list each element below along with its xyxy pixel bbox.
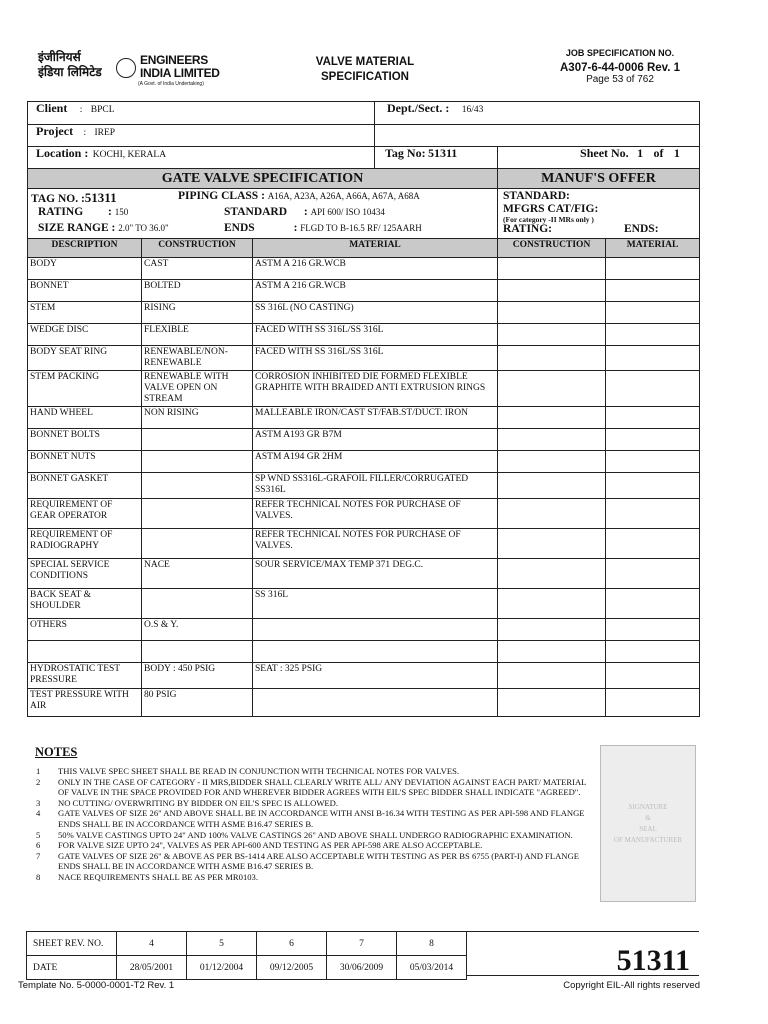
row-description: BACK SEAT & SHOULDER [28,589,142,619]
row-offer-material [606,451,700,473]
row-offer-material [606,559,700,589]
row-offer-construction [498,589,606,619]
sheet-cell: Sheet No. 1 of 1 [498,147,700,169]
row-offer-material [606,346,700,371]
document-title: VALVE MATERIAL SPECIFICATION [315,56,415,83]
row-construction: FLEXIBLE [142,324,253,346]
divider [466,931,699,932]
note-text: ONLY IN THE CASE OF CATEGORY - II MRS,BIDDER SHALL CLEARLY WRITE ALL/ ANY DEVIATION AGAINST EACH PART/ MATERIAL OF VALVE IN THE SPACE PROVIDED FOR AND WHEREVER BIDDER AGREES WITH EIL'S SPEC BIDDER SHALL INDICATE "AGREED". [58,776,587,798]
rev-no: 6 [257,932,327,956]
row-offer-construction [498,499,606,529]
offer-summary-cell: STANDARD: MFGRS CAT/FIG: (For category -II MRs only ) RATING: ENDS: [498,189,700,239]
row-description: BODY SEAT RING [28,346,142,371]
row-offer-material [606,619,700,641]
row-construction: NON RISING [142,407,253,429]
row-material: REFER TECHNICAL NOTES FOR PURCHASE OF VALVES. [253,499,498,529]
table-row [28,371,700,407]
row-offer-construction [498,407,606,429]
revision-table [26,931,467,980]
row-material: ASTM A 216 GR.WCB [253,258,498,280]
row-description: BONNET [28,280,142,302]
rev-no: 5 [187,932,257,956]
row-offer-material [606,589,700,619]
col-material: MATERIAL [253,239,498,258]
row-offer-material [606,302,700,324]
rev-no: 8 [397,932,467,956]
spec-summary-cell: TAG NO. :51311 PIPING CLASS : A16A, A23A, A26A, A66A, A67A, A68A RATING : 150 STANDARD : API 600/ ISO 10434 SIZE RANGE : 2.0" TO 36.0" ENDS : FLGD TO B-16.5 RF/ 125AARH [28,189,498,239]
note-number: 3 [36,797,41,808]
rev-date: 09/12/2005 [257,956,327,980]
row-material: SS 316L (NO CASTING) [253,302,498,324]
row-offer-construction [498,529,606,559]
tag-value: 51311 [427,146,458,160]
row-offer-material [606,529,700,559]
row-construction [142,499,253,529]
table-row [28,451,700,473]
spec-tag-no: 51311 [84,190,117,205]
col-construction: CONSTRUCTION [142,239,253,258]
job-spec-number: A307-6-44-0006 Rev. 1 [560,62,680,74]
note-item [36,840,596,851]
row-description: HAND WHEEL [28,407,142,429]
company-logo [38,50,228,94]
row-construction [142,641,253,663]
row-offer-material [606,689,700,717]
row-construction: 80 PSIG [142,689,253,717]
size-range-value: 2.0" TO 36.0" [118,223,169,233]
note-item [36,851,596,872]
row-construction [142,589,253,619]
row-offer-construction [498,473,606,499]
row-construction: RENEWABLE WITH VALVE OPEN ON STREAM [142,371,253,407]
table-row [28,473,700,499]
note-number: 6 [36,840,41,851]
row-description: SPECIAL SERVICE CONDITIONS [28,559,142,589]
dept-value: 16/43 [461,105,484,115]
row-offer-material [606,663,700,689]
date-label: DATE [27,956,117,980]
row-description: REQUIREMENT OF GEAR OPERATOR [28,499,142,529]
row-material: MALLEABLE IRON/CAST ST/FAB.ST/DUCT. IRON [253,407,498,429]
row-offer-material [606,473,700,499]
row-description: BONNET NUTS [28,451,142,473]
col-offer-construction: CONSTRUCTION [498,239,606,258]
dept-cell: Dept./Sect. : 16/43 [375,102,700,125]
notes-list [36,766,596,883]
rev-date: 30/06/2009 [327,956,397,980]
row-offer-material [606,407,700,429]
logo-subtitle: (A Govt. of India Undertaking) [138,81,204,87]
logo-emblem-icon [116,58,136,78]
row-construction: NACE [142,559,253,589]
note-text: NACE REQUIREMENTS SHALL BE AS PER MR0103. [58,871,258,882]
manufacturer-offer-title: MANUF'S OFFER [498,169,700,189]
tag-cell: Tag No: 51311 [375,147,498,169]
note-text: 50% VALVE CASTINGS UPTO 24" AND 100% VALVE CASTINGS 26" AND ABOVE SHALL UNDERGO RADIOGRAPHIC EXAMINATION. [58,829,573,840]
note-item [36,830,596,841]
note-number: 5 [36,829,41,840]
table-row [28,559,700,589]
row-description: REQUIREMENT OF RADIOGRAPHY [28,529,142,559]
location-cell: Location : KOCHI, KERALA [28,147,375,169]
note-text: GATE VALVES OF SIZE 26" & ABOVE AS PER BS-1414 ARE ALSO ACCEPTABLE WITH TESTING AS PER BS 6755 (PART-I) AND FLANGE ENDS SHALL BE IN ACCORDANCE WITH ASME B16.47 SERIES B. [58,850,579,872]
row-offer-construction [498,302,606,324]
row-description: BONNET BOLTS [28,429,142,451]
job-spec-label: JOB SPECIFICATION NO. [565,48,675,58]
piping-class-value: A16A, A23A, A26A, A66A, A67A, A68A [267,191,420,201]
col-description: DESCRIPTION [28,239,142,258]
row-construction: BODY : 450 PSIG [142,663,253,689]
col-offer-material: MATERIAL [606,239,700,258]
job-spec-block [500,48,740,85]
rev-date: 05/03/2014 [397,956,467,980]
logo-english-text: ENGINEERS INDIA LIMITED [140,53,220,80]
row-construction: O.S & Y. [142,619,253,641]
row-description: TEST PRESSURE WITH AIR [28,689,142,717]
row-material: SEAT : 325 PSIG [253,663,498,689]
table-row [28,280,700,302]
row-offer-material [606,258,700,280]
row-offer-construction [498,641,606,663]
row-offer-material [606,371,700,407]
row-material: REFER TECHNICAL NOTES FOR PURCHASE OF VALVES. [253,529,498,559]
row-material: SP WND SS316L-GRAFOIL FILLER/CORRUGATED SS316L [253,473,498,499]
row-description [28,641,142,663]
row-offer-material [606,499,700,529]
row-construction [142,429,253,451]
row-construction [142,451,253,473]
signature-seal-box: SIGNATURE & SEAL OF MANUFACTURER [600,745,696,902]
note-number: 4 [36,808,41,819]
note-number: 1 [36,766,41,776]
table-row [28,529,700,559]
rev-label: SHEET REV. NO. [27,932,117,956]
spec-rows [28,258,700,717]
row-offer-construction [498,324,606,346]
row-description: BODY [28,258,142,280]
template-number: Template No. 5-0000-0001-T2 Rev. 1 [18,980,175,991]
notes-title: NOTES [35,745,78,759]
rev-date: 01/12/2004 [187,956,257,980]
row-description: OTHERS [28,619,142,641]
note-text: THIS VALVE SPEC SHEET SHALL BE READ IN CONJUNCTION WITH TECHNICAL NOTES FOR VALVES. [58,766,460,776]
note-text: GATE VALVES OF SIZE 26" AND ABOVE SHALL BE IN ACCORDANCE WITH ANSI B-16.34 WITH TESTING AS PER API-598 AND FLANGE ENDS SHALL BE IN ACCORDANCE WITH ASME B16.47 SERIES B. [58,808,585,829]
row-material [253,619,498,641]
row-offer-material [606,280,700,302]
page-indicator: Page 53 of 762 [586,74,654,85]
client-value: BPCL [90,105,115,115]
note-item [36,766,596,777]
row-construction: CAST [142,258,253,280]
footer-tag-number: 51311 [616,944,690,977]
row-material: ASTM A 216 GR.WCB [253,280,498,302]
logo-hindi-text: इंजीनियर्स इंडिया लिमिटेड [38,50,102,79]
row-description: BONNET GASKET [28,473,142,499]
row-construction [142,529,253,559]
row-offer-construction [498,689,606,717]
row-material: ASTM A194 GR 2HM [253,451,498,473]
row-material [253,641,498,663]
rating-value: 150 [114,207,129,217]
row-offer-construction [498,371,606,407]
row-offer-construction [498,451,606,473]
row-material: FACED WITH SS 316L/SS 316L [253,346,498,371]
row-construction: RENEWABLE/NON-RENEWABLE [142,346,253,371]
row-description: STEM PACKING [28,371,142,407]
note-item [36,777,596,798]
row-offer-construction [498,258,606,280]
rev-no: 7 [327,932,397,956]
table-row [28,663,700,689]
client-cell: Client : BPCL [28,102,375,125]
standard-value: API 600/ ISO 10434 [310,207,385,217]
row-material: FACED WITH SS 316L/SS 316L [253,324,498,346]
rev-no: 4 [117,932,187,956]
rev-date: 28/05/2001 [117,956,187,980]
row-offer-construction [498,429,606,451]
row-material: SOUR SERVICE/MAX TEMP 371 DEG.C. [253,559,498,589]
table-row [28,346,700,371]
location-value: KOCHI, KERALA [92,150,167,160]
copyright-text: Copyright EIL-All rights reserved [563,980,700,991]
row-construction: RISING [142,302,253,324]
table-row [28,407,700,429]
row-material: ASTM A193 GR B7M [253,429,498,451]
row-offer-construction [498,663,606,689]
table-row [28,429,700,451]
note-number: 8 [36,871,41,882]
row-material: CORROSION INHIBITED DIE FORMED FLEXIBLE GRAPHITE WITH BRAIDED ANTI EXTRUSION RINGS [253,371,498,407]
row-construction [142,473,253,499]
table-row [28,258,700,280]
note-item [36,798,596,809]
project-value: IREP [94,128,116,138]
note-number: 7 [36,850,41,861]
row-offer-construction [498,559,606,589]
row-description: HYDROSTATIC TEST PRESSURE [28,663,142,689]
table-row [28,619,700,641]
row-offer-construction [498,346,606,371]
note-item [36,808,596,829]
row-offer-material [606,324,700,346]
row-construction: BOLTED [142,280,253,302]
row-offer-construction [498,280,606,302]
note-item [36,872,596,883]
row-offer-construction [498,619,606,641]
table-row [28,689,700,717]
table-row [28,589,700,619]
ends-value: FLGD TO B-16.5 RF/ 125AARH [300,223,422,233]
gate-valve-spec-title: GATE VALVE SPECIFICATION [28,169,498,189]
row-description: STEM [28,302,142,324]
row-description: WEDGE DISC [28,324,142,346]
project-cell: Project : IREP [28,125,375,147]
table-row [28,499,700,529]
row-material: SS 316L [253,589,498,619]
note-text: FOR VALVE SIZE UPTO 24", VALVES AS PER API-600 AND TESTING AS PER API-598 ARE ALSO ACCEPTABLE. [58,840,483,851]
table-row [28,302,700,324]
row-offer-material [606,641,700,663]
row-material [253,689,498,717]
note-text: NO CUTTING/ OVERWRITING BY BIDDER ON EIL'S SPEC IS ALLOWED. [58,797,339,808]
note-number: 2 [36,776,41,787]
project-extra-cell [375,125,700,147]
valve-spec-table [27,101,700,717]
table-row [28,324,700,346]
table-row [28,641,700,663]
row-offer-material [606,429,700,451]
